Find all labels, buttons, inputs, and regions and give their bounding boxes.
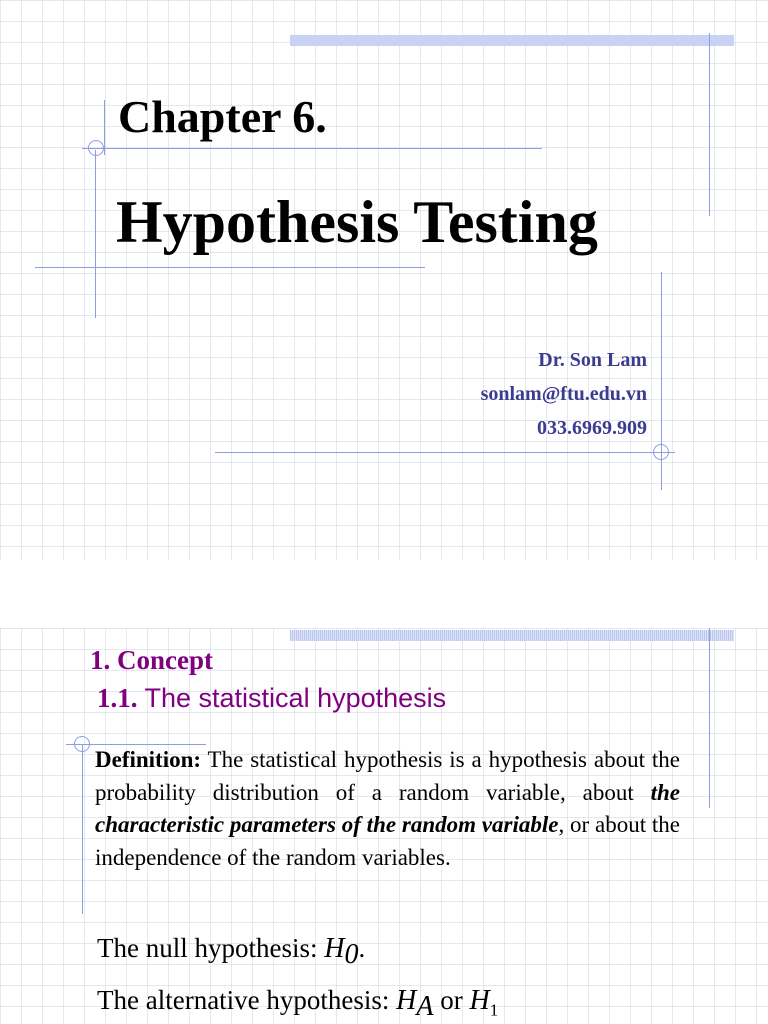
alternative-hypothesis-symbol-b: H xyxy=(469,985,490,1016)
definition-label: Definition: xyxy=(95,747,202,772)
alternative-hypothesis-connector: or xyxy=(440,985,463,1015)
top-decor-bar xyxy=(290,630,734,641)
author-email: sonlam@ftu.edu.vn xyxy=(480,383,647,405)
definition-text: The statistical hypothesis is a hypothesis about the probability distribution of a random variable, about xyxy=(95,747,680,805)
alternative-hypothesis-subscript-b: 1 xyxy=(489,1000,499,1020)
definition-paragraph xyxy=(95,744,680,874)
decor-vertical-line xyxy=(95,150,96,318)
null-hypothesis-subscript: 0 xyxy=(344,939,359,971)
null-hypothesis-suffix: . xyxy=(358,933,366,963)
top-decor-bar xyxy=(290,35,734,46)
definition-emphasis: the characteristic parameters of the random variable xyxy=(95,779,681,837)
decor-horizontal-line xyxy=(215,452,675,453)
subsection-heading xyxy=(97,683,446,714)
alternative-hypothesis-label: The alternative hypothesis: xyxy=(97,985,390,1015)
null-hypothesis-symbol: H xyxy=(324,933,345,964)
alternative-hypothesis-line xyxy=(97,985,498,1023)
chapter-heading: Chapter 6. xyxy=(118,91,327,142)
author-name: Dr. Son Lam xyxy=(538,349,647,371)
decor-vertical-line xyxy=(709,33,710,216)
decor-horizontal-line xyxy=(35,267,425,268)
slide-gap xyxy=(0,560,768,628)
decor-vertical-line xyxy=(82,744,83,914)
section-heading: 1. Concept xyxy=(90,645,213,675)
subsection-number: 1.1. xyxy=(97,683,138,713)
decor-vertical-line xyxy=(709,628,710,808)
subsection-title: The statistical hypothesis xyxy=(144,683,447,713)
decor-vertical-line xyxy=(104,100,105,155)
decor-circle xyxy=(653,444,669,460)
decor-horizontal-line xyxy=(82,148,542,149)
author-phone: 033.6969.909 xyxy=(537,417,647,439)
decor-circle xyxy=(88,140,104,156)
alternative-hypothesis-symbol-a: H xyxy=(396,985,417,1016)
definition-text-end: , or about the independence of the random variables. xyxy=(95,812,681,870)
null-hypothesis-line xyxy=(97,933,365,971)
alternative-hypothesis-subscript-a: A xyxy=(416,991,434,1023)
null-hypothesis-label: The null hypothesis: xyxy=(97,933,318,963)
slide-title: Hypothesis Testing xyxy=(116,189,598,255)
